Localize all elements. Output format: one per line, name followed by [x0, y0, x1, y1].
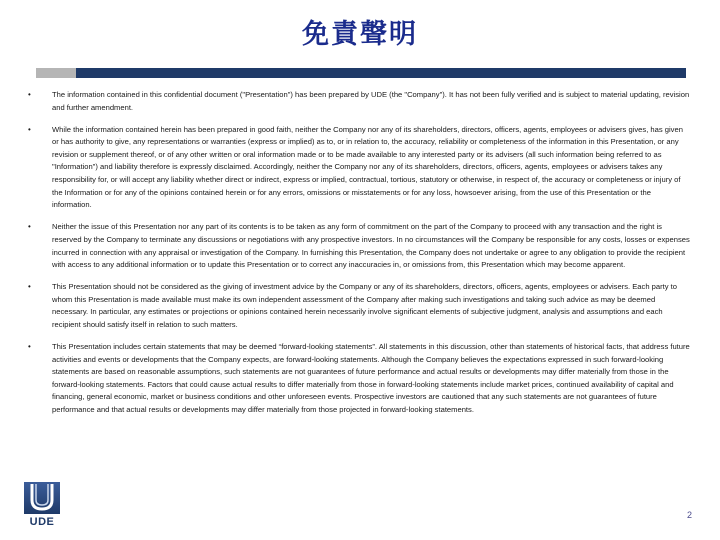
bullet-icon: • [28, 342, 31, 352]
disclaimer-text: Neither the issue of this Presentation nor any part of its contents is to be taken as any form of commitment on the part of the Company to proceed with any transaction and the right is reserved by the Company to terminate any discussions or negotiations with any prospective investors. In no circumstances will the Company be responsible for any costs, losses or expenses incurred in connection with any appraisal or investigation of the Company. In furnishing this Presentation, the Company does not undertake or agree to any obligation to provide the recipient with access to any additional information or to update this Presentation or to correct any inaccuracies in, or omissions from, this Presentation which may become apparent. [52, 222, 690, 270]
disclaimer-item [28, 281, 690, 331]
disclaimer-item [28, 221, 690, 271]
disclaimer-text: This Presentation includes certain statements that may be deemed “forward-looking statements”. All statements in this discussion, other than statements of historical facts, that address future activities and events or developments that the Company expects, are forward-looking statements. Although the Company believes the expectations expressed in such forward-looking statements are based on reasonable assumptions, such statements are not guarantees of future performance and actual results or developments may differ materially from those in the forward-looking statements. Factors that could cause actual results to differ materially from those in forward-looking statements include market prices, continued availability of capital and financing, general economic, market or business conditions and other unforeseen events. Prospective investors are cautioned that any such statements are not guarantees of future performance and that actual results or developments may differ materially from those projected in forward-looking statements. [52, 342, 690, 415]
logo-wordmark: UDE [29, 516, 55, 528]
disclaimer-list [28, 89, 690, 426]
page-number: 2 [686, 510, 692, 520]
bullet-icon: • [28, 124, 31, 134]
disclaimer-item [28, 124, 690, 212]
title-divider-bar [36, 68, 686, 78]
disclaimer-text: While the information contained herein has been prepared in good faith, neither the Company nor any of its shareholders, directors, officers, agents, employees or advisers gives, has given or has authority to give, any representations or warranties (express or implied) as to, or in relation to, the accuracy, reliability or completeness of the information in this Presentation, or any revision or supplement thereof, or of any other written or oral information made or to be made available to any interested party or its advisers (all such information being referred to as "Information") and liability therefore is expressly disclaimed. Accordingly, neither the Company nor any of its shareholders, directors, officers, agents, employees or advisers takes any responsibility for, or will accept any liability whether direct or indirect, express or implied, contractual, tortious, statutory or otherwise, in respect of, the accuracy or completeness or injury of the Information or for any of the opinions contained herein or for any errors, omissions or misstatements or for any loss, howsoever arising, from the use of this Presentation or the information. [52, 124, 683, 210]
disclaimer-item [28, 89, 690, 114]
disclaimer-item [28, 341, 690, 417]
disclaimer-text: The information contained in this confidential document ("Presentation") has been prepared by UDE (the "Company"). It has not been fully verified and is subject to material updating, revision and further amendment. [52, 90, 690, 112]
bullet-icon: • [28, 222, 31, 232]
bullet-icon: • [28, 90, 31, 99]
slide-title: 免責聲明 [302, 19, 418, 50]
title-bar-navy-segment [76, 68, 686, 78]
disclaimer-text: This Presentation should not be considered as the giving of investment advice by the Company or any of its shareholders, directors, officers, agents, employees or advisers. Each party to whom this Presentation is made available must make its own independent assessment of the Company after making such investigations and taking such advice as may be deemed necessary. In particular, any estimates or projections or opinions contained herein necessarily involve significant elements of subjective judgment, analysis and assumptions and each recipient should satisfy itself in relation to such matters. [52, 282, 677, 329]
ude-logo-mark-icon [20, 482, 64, 516]
bullet-icon: • [28, 282, 31, 292]
title-bar-grey-segment [36, 68, 76, 78]
